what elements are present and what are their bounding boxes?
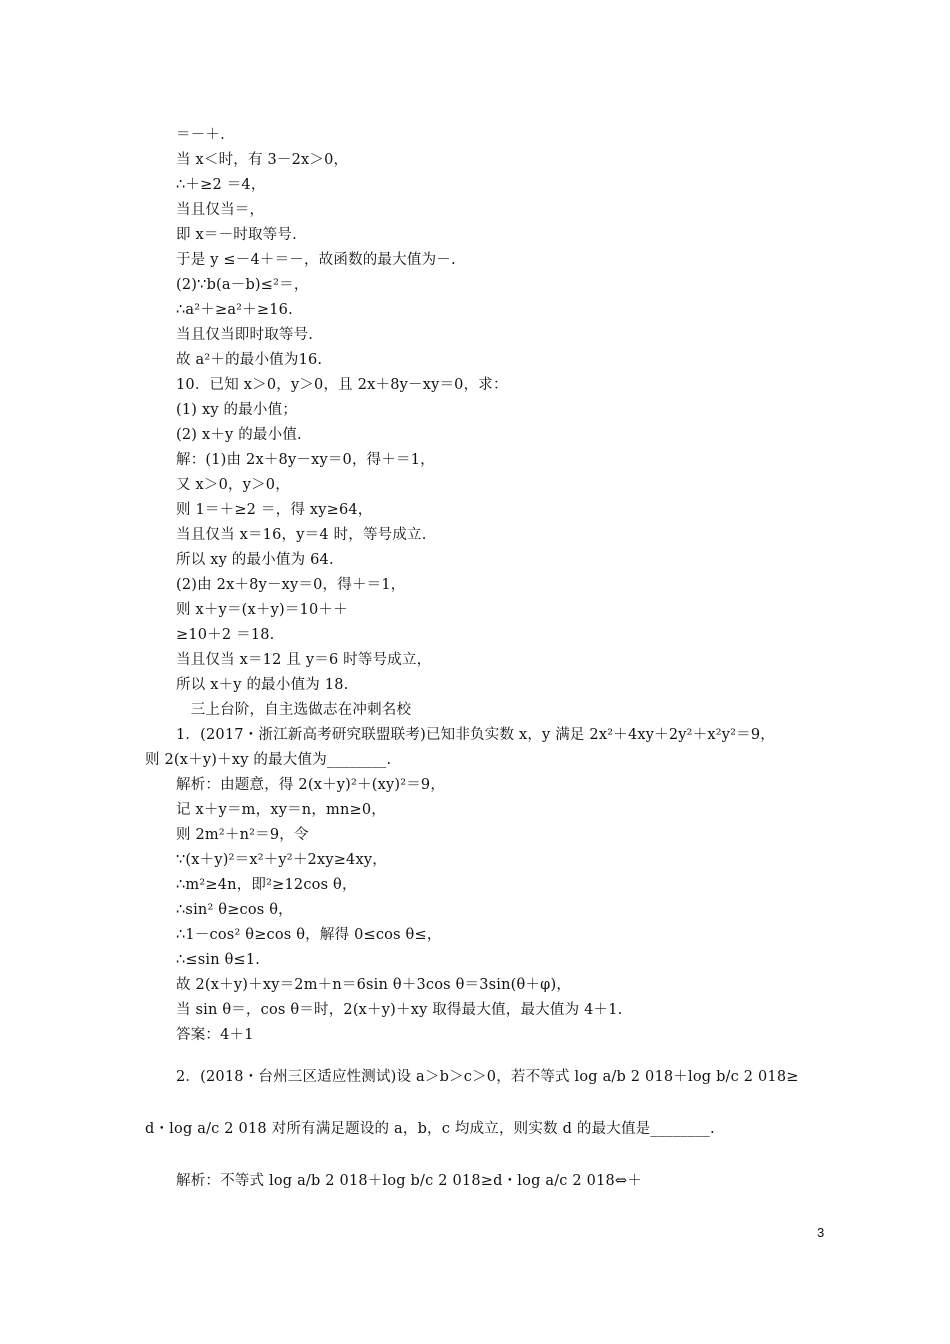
text-line: (1) xy 的最小值；: [176, 402, 298, 418]
text-line: 当且仅当＝，: [176, 202, 265, 218]
text-line: 故 2(x＋y)＋xy＝2m＋n＝6sin θ＋3cos θ＝3sin(θ＋φ)，: [176, 977, 572, 993]
text-line: 当且仅当 x＝12 且 y＝6 时等号成立，: [176, 652, 432, 668]
text-line: ∵(x＋y)²＝x²＋y²＋2xy≥4xy，: [176, 852, 387, 868]
text-line: 则 2m²＋n²＝9，令: [176, 827, 309, 843]
text-line: d・log a/c 2 018 对所有满足题设的 a，b，c 均成立，则实数 d 的最大值是________.: [145, 1121, 715, 1137]
text-line: 即 x＝－时取等号.: [176, 227, 297, 243]
text-line: 故 a²＋的最小值为16.: [176, 352, 323, 368]
text-line: 于是 y ≤－4＋＝－，故函数的最大值为－.: [176, 252, 456, 268]
section-heading: 三上台阶，自主选做志在冲刺名校: [176, 702, 412, 718]
text-line: ∴＋≥2 ＝4，: [176, 177, 266, 193]
text-line: 解：(1)由 2x＋8y－xy＝0，得＋＝1，: [176, 452, 435, 468]
text-line: 解析：不等式 log a/b 2 018＋log b/c 2 018≥d・log a/c 2 018⇔＋: [176, 1173, 642, 1189]
page-number: 3: [817, 1225, 825, 1240]
text-line: ∴≤sin θ≤1.: [176, 952, 261, 968]
text-line: (2)∵b(a－b)≤²＝，: [176, 277, 309, 293]
text-line: 则 1＝＋≥2 ＝，得 xy≥64，: [176, 502, 373, 518]
text-line: 1．(2017・浙江新高考研究联盟联考)已知非负实数 x，y 满足 2x²＋4xy＋2y²＋x²y²＝9，: [176, 727, 775, 743]
text-line: 则 2(x＋y)＋xy 的最大值为________.: [145, 752, 392, 768]
text-line: ＝－＋.: [176, 127, 225, 143]
text-line: 则 x＋y＝(x＋y)＝10＋＋: [176, 602, 348, 618]
text-line: 当 x＜时，有 3－2x＞0，: [176, 152, 349, 168]
text-line: 所以 x＋y 的最小值为 18.: [176, 677, 349, 693]
text-line: 解析：由题意，得 2(x＋y)²＋(xy)²＝9，: [176, 777, 446, 793]
text-line: 10．已知 x＞0，y＞0，且 2x＋8y－xy＝0，求：: [176, 377, 508, 393]
text-line: ≥10＋2 ＝18.: [176, 627, 275, 643]
text-line: (2)由 2x＋8y－xy＝0，得＋＝1，: [176, 577, 406, 593]
text-line: 2．(2018・台州三区适应性测试)设 a＞b＞c＞0，若不等式 log a/b 2 018＋log b/c 2 018≥: [176, 1069, 799, 1085]
text-line: ∴a²＋≥a²＋≥16.: [176, 302, 293, 318]
text-line: ∴1－cos² θ≥cos θ，解得 0≤cos θ≤，: [176, 927, 442, 943]
text-line: (2) x＋y 的最小值.: [176, 427, 302, 443]
text-line: 所以 xy 的最小值为 64.: [176, 552, 334, 568]
text-line: 当 sin θ＝，cos θ＝时，2(x＋y)＋xy 取得最大值，最大值为 4＋1.: [176, 1002, 623, 1018]
text-line: 答案：4＋1: [176, 1027, 254, 1043]
text-line: ∴sin² θ≥cos θ，: [176, 902, 293, 918]
text-line: 记 x＋y＝m，xy＝n，mn≥0，: [176, 802, 386, 818]
text-line: 当且仅当即时取等号.: [176, 327, 314, 343]
text-line: 又 x＞0，y＞0，: [176, 477, 290, 493]
text-line: ∴m²≥4n，即²≥12cos θ，: [176, 877, 357, 893]
text-line: 当且仅当 x＝16，y＝4 时，等号成立.: [176, 527, 427, 543]
